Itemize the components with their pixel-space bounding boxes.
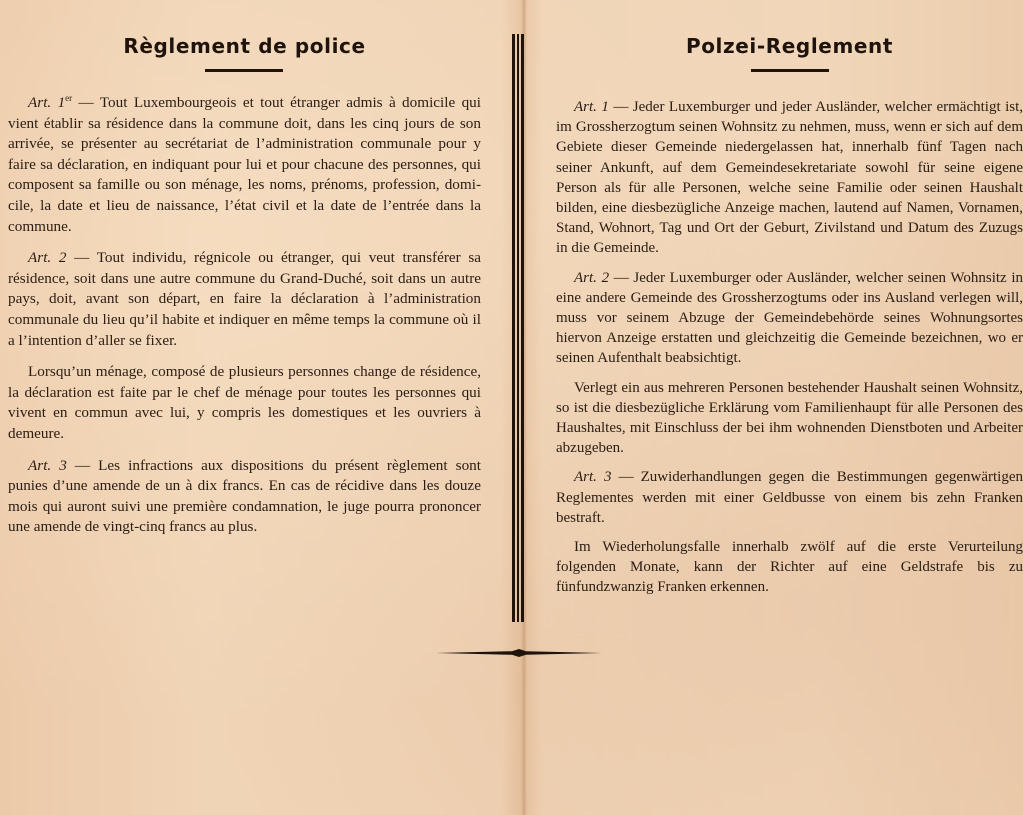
article-text: — Jeder Luxemburger oder Ausländer, welcher seinen Wohnsitz in eine andere Gemeinde des Grossherzogtums oder ins Ausland verlegen will, muss vor seinem Abzuge der Gemeindebehörde seines Wohnungsortes hiervon Anzeige erstatten und gleichzeitig die Gemeinde bezeichnen, wo er seinen Aufenthalt beabsichtigt. — [556, 269, 1023, 367]
french-article-2 — [8, 248, 481, 351]
french-title: Règlement de police — [123, 34, 366, 58]
article-label: Art. 3 — [28, 456, 67, 474]
german-article-3 — [556, 467, 1023, 528]
french-article-3 — [8, 456, 481, 538]
article-text: — Les infractions aux dispositions du présent règlement sont punies d’une amende de un à dix francs. En cas de récidive dans les douze mois qui auront suivi une première condamnation, le juge pourra prononcer une amende de vingt-cinq francs au plus. — [8, 456, 481, 536]
article-label: Art. 3 — [574, 469, 612, 486]
german-body — [556, 97, 1023, 607]
german-article-1 — [556, 97, 1023, 259]
article-label: Art. 1 — [28, 94, 66, 111]
article-text: — Tout Luxembourgeois et tout étranger admis à domicile qui vient établir sa résidence dans la commune doit, dans les cinq jours de son arrivée, se présenter au secrétariat de l’administration communale pour y faire sa déclaration, en indiquant pour lui et pour chacune des personnes, qui composent sa famille ou son ménage, les noms, prénoms, profession, domicile, la date et lieu de naissance, l’état civil et la date de l’entrée dans la commune. — [8, 94, 481, 235]
german-title-underline — [751, 69, 829, 72]
column-divider — [512, 34, 524, 622]
article-text: — Jeder Luxemburger und jeder Ausländer, welcher ermächtigt ist, im Grossherzogtum seinen Wohnsitz zu nehmen, muss, wenn er sich auf dem Gebiete dieser Gemeinde niedergelassen hat, innerhalb fünf Tagen nach seiner Ankunft, auf dem Gemeindesekretariate sowohl für seine eigene Person als für alle Personen, welche seine Familie oder seinen Haushalt bilden, eine diesbezügliche Anzeige machen, lautend auf Namen, Vornamen, Stand, Wohnort, Tag und Ort der Geburt, Zivilstand und Datum des Zuzugs in die Gemeinde. — [556, 99, 1023, 257]
german-paragraph-haushalt: Verlegt ein aus mehreren Personen bestehender Haushalt seinen Wohnsitz, so ist die diesbezügliche Erklärung vom Familienhaupt für alle Personen des Haushaltes, mit Einschluss der bei ihm wohnenden Dienstboten und Arbeiter abzugeben. — [556, 379, 1023, 457]
article-label: Art. 2 — [574, 269, 610, 286]
article-label: Art. 1 — [574, 99, 609, 115]
article-text: — Zuwiderhandlungen gegen die Bestimmungen gegenwärtigen Reglementes werden mit einer Geldbusse von einem bis zehn Franken bestraft. — [556, 469, 1023, 526]
article-label: Art. 2 — [28, 249, 67, 267]
french-title-underline — [205, 69, 283, 72]
tapered-rule-ornament — [436, 646, 602, 660]
french-article-1 — [8, 93, 481, 237]
article-superscript: er — [65, 93, 73, 103]
german-title: Polzei-Reglement — [685, 34, 894, 58]
french-body — [8, 93, 481, 549]
article-text: — Tout individu, régnicole ou étranger, qui veut transférer sa résidence, soit dans une autre commune du Grand-Duché, soit dans un autre pays, doit, avant son départ, en faire la déclaration à l’administration communale du lieu qu’il habite et indiquer en même temps la commune où il a l’intention d’aller se fixer. — [8, 249, 481, 349]
french-paragraph-menage: Lorsqu’un ménage, composé de plusieurs personnes change de résidence, la déclaration est faite par le chef de ménage pour toutes les personnes qui vivent en commun avec lui, y compris les domestiques et les ouvriers à demeure. — [8, 363, 481, 442]
german-article-2 — [556, 268, 1023, 369]
german-paragraph-wiederholung: Im Wiederholungsfalle innerhalb zwölf auf die erste Verurteilung folgenden Monate, kann der Richter auf eine Geldstrafe bis zu fünfundzwanzig Franken erkennen. — [556, 539, 1023, 596]
